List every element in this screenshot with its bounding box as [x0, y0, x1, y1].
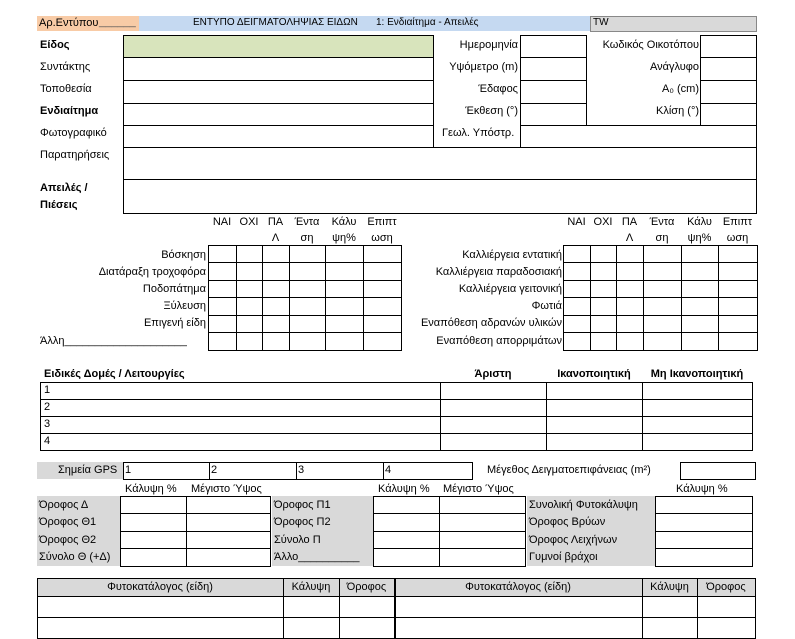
layer-label: Όροφος Λειχήνων [529, 534, 618, 546]
layer-value-cell[interactable] [186, 531, 271, 549]
threat-checkbox-cell[interactable] [262, 280, 290, 298]
threat-checkbox-cell[interactable] [363, 315, 402, 333]
threat-checkbox-cell[interactable] [325, 332, 364, 351]
threat-left-label: Διατάραξη τροχοφόρα [98, 266, 206, 278]
catalog-cell[interactable] [394, 596, 643, 618]
gps-point-field[interactable] [296, 462, 384, 480]
structures-title: Ειδικές Δομές / Λειτουργίες [44, 368, 185, 380]
catalog-col-header: Όροφος [706, 581, 746, 593]
threat-checkbox-cell[interactable] [718, 315, 758, 333]
threat-checkbox-cell[interactable] [208, 332, 237, 351]
structure-rating-cell[interactable] [642, 382, 753, 400]
threat-checkbox-cell[interactable] [590, 332, 617, 351]
layers-height-label-1: Μέγιστο Ύψος [191, 483, 262, 495]
label-relief: Ανάγλυφο [649, 61, 699, 73]
species-field[interactable] [123, 35, 434, 58]
threat-checkbox-cell[interactable] [289, 245, 326, 263]
form-title: ΕΝΤΥΠΟ ΔΕΙΓΜΑΤΟΛΗΨΙΑΣ ΕΙΔΩΝ [193, 17, 358, 28]
threat-checkbox-cell[interactable] [236, 297, 263, 316]
structure-name-cell[interactable] [40, 399, 441, 417]
threat-checkbox-cell[interactable] [563, 245, 591, 263]
remarks-field[interactable] [123, 147, 757, 180]
threat-right-label: Καλλιέργεια γειτονική [458, 283, 562, 295]
structure-name-cell[interactable] [40, 416, 441, 434]
threat-checkbox-cell[interactable] [363, 280, 402, 298]
catalog-divider [394, 578, 396, 639]
label-soil: Έδαφος [478, 83, 518, 95]
threat-checkbox-cell[interactable] [236, 332, 263, 351]
layer-label: Όροφος Θ2 [39, 534, 97, 546]
threat-col-header: Επιπτ [722, 216, 753, 228]
threat-other-label[interactable]: Άλλη____________________ [40, 335, 187, 347]
layer-value-cell[interactable] [439, 496, 526, 514]
layer-label: Σύνολο Θ (+Δ) [39, 551, 111, 563]
layer-value-cell[interactable] [186, 548, 271, 567]
catalog-cell[interactable] [283, 596, 340, 618]
structure-rating-cell[interactable] [642, 399, 753, 417]
threat-col-header: ΟΧΙ [593, 216, 613, 228]
layer-value-cell[interactable] [439, 548, 526, 567]
layer-value-cell[interactable] [120, 531, 187, 549]
habitat-code-field[interactable] [700, 35, 757, 58]
slope-field[interactable] [700, 103, 757, 126]
structure-rating-cell[interactable] [440, 416, 547, 434]
threat-checkbox-cell[interactable] [590, 315, 617, 333]
author-field[interactable] [123, 57, 434, 81]
catalog-col-header: Κάλυψη [650, 581, 689, 593]
layer-value-cell[interactable] [186, 496, 271, 514]
layer-value-cell[interactable] [120, 548, 187, 567]
threat-col-header: Λ [271, 232, 280, 244]
threats-field[interactable] [123, 179, 757, 214]
threat-right-label: Εναπόθεση αδρανών υλικών [420, 317, 562, 329]
layer-label: Σύνολο Π [274, 534, 321, 546]
threat-checkbox-cell[interactable] [236, 280, 263, 298]
layer-value-cell[interactable] [655, 548, 753, 567]
threat-col-header: ωση [371, 232, 393, 244]
catalog-cell[interactable] [283, 617, 340, 639]
threat-checkbox-cell[interactable] [325, 297, 364, 316]
structure-row-number: 2 [44, 401, 51, 413]
threat-checkbox-cell[interactable] [208, 297, 237, 316]
altitude-field[interactable] [520, 57, 587, 81]
catalog-col-header: Κάλυψη [291, 581, 331, 593]
form-subtitle: 1: Ενδιαίτημα - Απειλές [376, 17, 479, 28]
structure-rating-cell[interactable] [440, 433, 547, 451]
layers-cov-label-3: Κάλυψη % [676, 483, 728, 495]
threat-col-header: Κάλυ [331, 216, 357, 228]
catalog-col-header: Όροφος [346, 581, 387, 593]
threat-checkbox-cell[interactable] [681, 315, 719, 333]
threat-checkbox-cell[interactable] [563, 280, 591, 298]
gps-point-number: 3 [298, 464, 305, 476]
label-habitat-code: Κωδικός Οικοτόπου [602, 39, 699, 51]
label-geology: Γεωλ. Υπόστρ. [442, 127, 515, 139]
layer-value-cell[interactable] [439, 531, 526, 549]
threat-checkbox-cell[interactable] [616, 245, 644, 263]
threat-checkbox-cell[interactable] [616, 332, 644, 351]
gps-label: Σημεία GPS [58, 464, 118, 476]
layer-value-cell[interactable] [120, 513, 187, 532]
threat-col-header: ση [655, 232, 669, 244]
layer-value-cell[interactable] [120, 496, 187, 514]
structure-rating-cell[interactable] [546, 382, 643, 400]
structure-row-number: 4 [44, 435, 51, 447]
catalog-cell[interactable] [339, 617, 395, 639]
threat-checkbox-cell[interactable] [616, 280, 644, 298]
structure-row-number: 1 [44, 384, 51, 396]
catalog-cell[interactable] [394, 617, 643, 639]
threat-checkbox-cell[interactable] [262, 332, 290, 351]
layer-label: Όροφος Δ [39, 499, 89, 511]
threat-right-label: Εναπόθεση απορριμάτων [436, 335, 562, 347]
layer-value-cell[interactable] [373, 513, 440, 532]
gps-point-field[interactable] [123, 462, 210, 480]
code-text: TW [593, 17, 609, 28]
threat-checkbox-cell[interactable] [681, 262, 719, 281]
threat-checkbox-cell[interactable] [208, 315, 237, 333]
label-threats-2: Πιέσεις [40, 199, 78, 211]
threat-checkbox-cell[interactable] [681, 297, 719, 316]
threat-checkbox-cell[interactable] [681, 245, 719, 263]
label-altitude: Υψόμετρο (m) [449, 61, 518, 73]
gps-point-number: 4 [385, 464, 392, 476]
threat-checkbox-cell[interactable] [236, 315, 263, 333]
threat-checkbox-cell[interactable] [262, 297, 290, 316]
layers-cov-label-1: Κάλυψη % [125, 483, 177, 495]
threat-col-header: ωση [726, 232, 749, 244]
threat-checkbox-cell[interactable] [643, 297, 682, 316]
layer-value-cell[interactable] [439, 513, 526, 532]
threat-checkbox-cell[interactable] [718, 297, 758, 316]
threat-checkbox-cell[interactable] [325, 280, 364, 298]
gps-area-field[interactable] [680, 462, 756, 480]
threat-checkbox-cell[interactable] [616, 315, 644, 333]
form-number-label: Αρ.Εντύπου [39, 17, 99, 29]
threat-checkbox-cell[interactable] [718, 245, 758, 263]
structure-row-number: 3 [44, 418, 51, 430]
catalog-cell[interactable] [37, 596, 284, 618]
threat-checkbox-cell[interactable] [643, 280, 682, 298]
soil-field[interactable] [520, 80, 587, 104]
layer-value-cell[interactable] [373, 531, 440, 549]
threat-checkbox-cell[interactable] [590, 262, 617, 281]
threat-checkbox-cell[interactable] [208, 245, 237, 263]
date-field[interactable] [520, 35, 587, 58]
threat-checkbox-cell[interactable] [681, 332, 719, 351]
threat-col-header: ΟΧΙ [239, 216, 259, 228]
structure-name-cell[interactable] [40, 382, 441, 400]
geology-field[interactable] [520, 125, 757, 148]
structure-name-cell[interactable] [40, 433, 441, 451]
threat-checkbox-cell[interactable] [325, 245, 364, 263]
layer-value-cell[interactable] [373, 496, 440, 514]
structure-rating-cell[interactable] [546, 399, 643, 417]
threat-left-label: Ποδοπάτημα [142, 283, 206, 295]
threat-checkbox-cell[interactable] [289, 297, 326, 316]
catalog-cell[interactable] [642, 596, 698, 618]
threat-checkbox-cell[interactable] [563, 262, 591, 281]
layers-height-label-2: Μέγιστο Ύψος [443, 483, 514, 495]
layer-value-cell[interactable] [655, 531, 753, 549]
threat-col-header: ση [300, 232, 314, 244]
threat-checkbox-cell[interactable] [590, 245, 617, 263]
structure-rating-cell[interactable] [546, 416, 643, 434]
structures-col-excellent: Άριστη [474, 368, 512, 380]
structure-rating-cell[interactable] [642, 433, 753, 451]
threat-right-label: Φωτιά [531, 300, 562, 312]
threat-checkbox-cell[interactable] [718, 262, 758, 281]
layer-label: Γυμνοί βράχοι [529, 551, 598, 563]
habitat-field[interactable] [123, 103, 434, 126]
structure-rating-cell[interactable] [440, 399, 547, 417]
threat-checkbox-cell[interactable] [289, 280, 326, 298]
threat-checkbox-cell[interactable] [325, 262, 364, 281]
threat-checkbox-cell[interactable] [236, 245, 263, 263]
threat-right-label: Καλλιέργεια εντατική [462, 249, 562, 261]
gps-point-number: 2 [211, 464, 218, 476]
layer-label: Όροφος Π2 [274, 516, 331, 528]
threat-checkbox-cell[interactable] [262, 262, 290, 281]
label-threats-1: Απειλές / [40, 182, 88, 194]
threat-col-header: ΝΑΙ [212, 216, 232, 228]
catalog-cell[interactable] [697, 596, 756, 618]
layer-value-cell[interactable] [373, 548, 440, 567]
threat-checkbox-cell[interactable] [563, 332, 591, 351]
threat-col-header: ΠΑ [621, 216, 638, 228]
layer-value-cell[interactable] [655, 496, 753, 514]
threat-checkbox-cell[interactable] [643, 332, 682, 351]
threat-checkbox-cell[interactable] [262, 315, 290, 333]
a0-field[interactable] [700, 80, 757, 104]
gps-point-field[interactable] [383, 462, 473, 480]
label-date: Ημερομηνία [459, 39, 518, 51]
gps-point-number: 1 [125, 464, 132, 476]
threat-checkbox-cell[interactable] [616, 297, 644, 316]
label-remarks: Παρατηρήσεις [40, 149, 110, 161]
threat-checkbox-cell[interactable] [363, 245, 402, 263]
gps-point-field[interactable] [209, 462, 297, 480]
exposure-field[interactable] [520, 103, 587, 126]
layer-value-cell[interactable] [186, 513, 271, 532]
layer-label: Όροφος Βρύων [529, 516, 606, 528]
location-field[interactable] [123, 80, 434, 104]
label-habitat: Ενδιαίτημα [40, 105, 99, 117]
catalog-cell[interactable] [697, 617, 756, 639]
threat-checkbox-cell[interactable] [363, 297, 402, 316]
threat-checkbox-cell[interactable] [718, 280, 758, 298]
threat-checkbox-cell[interactable] [325, 315, 364, 333]
threat-checkbox-cell[interactable] [289, 315, 326, 333]
threat-left-label: Επιγενή είδη [143, 317, 206, 329]
label-a0: A₀ (cm) [662, 83, 699, 95]
structure-rating-cell[interactable] [440, 382, 547, 400]
form-number-blank[interactable]: ______ [99, 16, 136, 28]
threat-checkbox-cell[interactable] [236, 262, 263, 281]
threat-col-header: Λ [625, 232, 634, 244]
catalog-cell[interactable] [339, 596, 395, 618]
threat-checkbox-cell[interactable] [208, 280, 237, 298]
threat-col-header: ΠΑ [267, 216, 284, 228]
layer-value-cell[interactable] [655, 513, 753, 532]
threat-checkbox-cell[interactable] [563, 315, 591, 333]
threat-checkbox-cell[interactable] [363, 332, 402, 351]
threat-checkbox-cell[interactable] [616, 262, 644, 281]
layers-cov-label-2: Κάλυψη % [378, 483, 430, 495]
threat-col-header: ψη% [687, 232, 712, 244]
layer-label: Συνολική Φυτοκάλυψη [529, 499, 638, 511]
label-slope: Κλίση (°) [656, 105, 699, 117]
gps-area-label [487, 463, 651, 477]
threat-checkbox-cell[interactable] [262, 245, 290, 263]
threat-right-label: Καλλιέργεια παραδοσιακή [435, 266, 562, 278]
layer-label: Όροφος Θ1 [39, 516, 97, 528]
threat-left-label: Ξύλευση [163, 300, 206, 312]
threat-col-header: Έντα [294, 216, 320, 228]
threat-checkbox-cell[interactable] [643, 262, 682, 281]
label-location: Τοποθεσία [40, 83, 92, 95]
threat-checkbox-cell[interactable] [363, 262, 402, 281]
catalog-col-header: Φυτοκατάλογος (είδη) [465, 581, 571, 593]
threat-checkbox-cell[interactable] [289, 332, 326, 351]
threat-left-label: Βόσκηση [161, 249, 206, 261]
threat-checkbox-cell[interactable] [289, 262, 326, 281]
layer-label: Άλλο__________ [274, 551, 360, 563]
threat-col-header: ΝΑΙ [567, 216, 586, 228]
label-species: Είδος [40, 39, 70, 51]
threat-checkbox-cell[interactable] [563, 297, 591, 316]
structure-rating-cell[interactable] [642, 416, 753, 434]
threat-checkbox-cell[interactable] [681, 280, 719, 298]
threat-col-header: ψη% [332, 232, 356, 244]
catalog-cell[interactable] [37, 617, 284, 639]
layer-label: Όροφος Π1 [274, 499, 331, 511]
threat-checkbox-cell[interactable] [643, 245, 682, 263]
threat-col-header: Έντα [649, 216, 675, 228]
threat-checkbox-cell[interactable] [718, 332, 758, 351]
threat-col-header: Επιπτ [367, 216, 397, 228]
catalog-cell[interactable] [642, 617, 698, 639]
structures-col-satisfactory: Ικανοποιητική [557, 368, 631, 380]
threat-checkbox-cell[interactable] [590, 280, 617, 298]
relief-field[interactable] [700, 57, 757, 81]
label-author: Συντάκτης [40, 61, 91, 73]
photo-field[interactable] [123, 125, 434, 148]
code-box[interactable] [590, 16, 757, 32]
structure-rating-cell[interactable] [546, 433, 643, 451]
threat-checkbox-cell[interactable] [208, 262, 237, 281]
threat-checkbox-cell[interactable] [643, 315, 682, 333]
gps-area-label-text: Μέγεθος Δειγματοεπιφάνειας (m²) [487, 464, 651, 476]
label-exposure: Έκθεση (°) [465, 105, 518, 117]
structures-col-unsatisfactory: Μη Ικανοποιητική [650, 368, 744, 380]
threat-checkbox-cell[interactable] [590, 297, 617, 316]
threat-col-header: Κάλυ [687, 216, 712, 228]
catalog-col-header: Φυτοκατάλογος (είδη) [107, 581, 213, 593]
label-photo: Φωτογραφικό [40, 127, 107, 139]
